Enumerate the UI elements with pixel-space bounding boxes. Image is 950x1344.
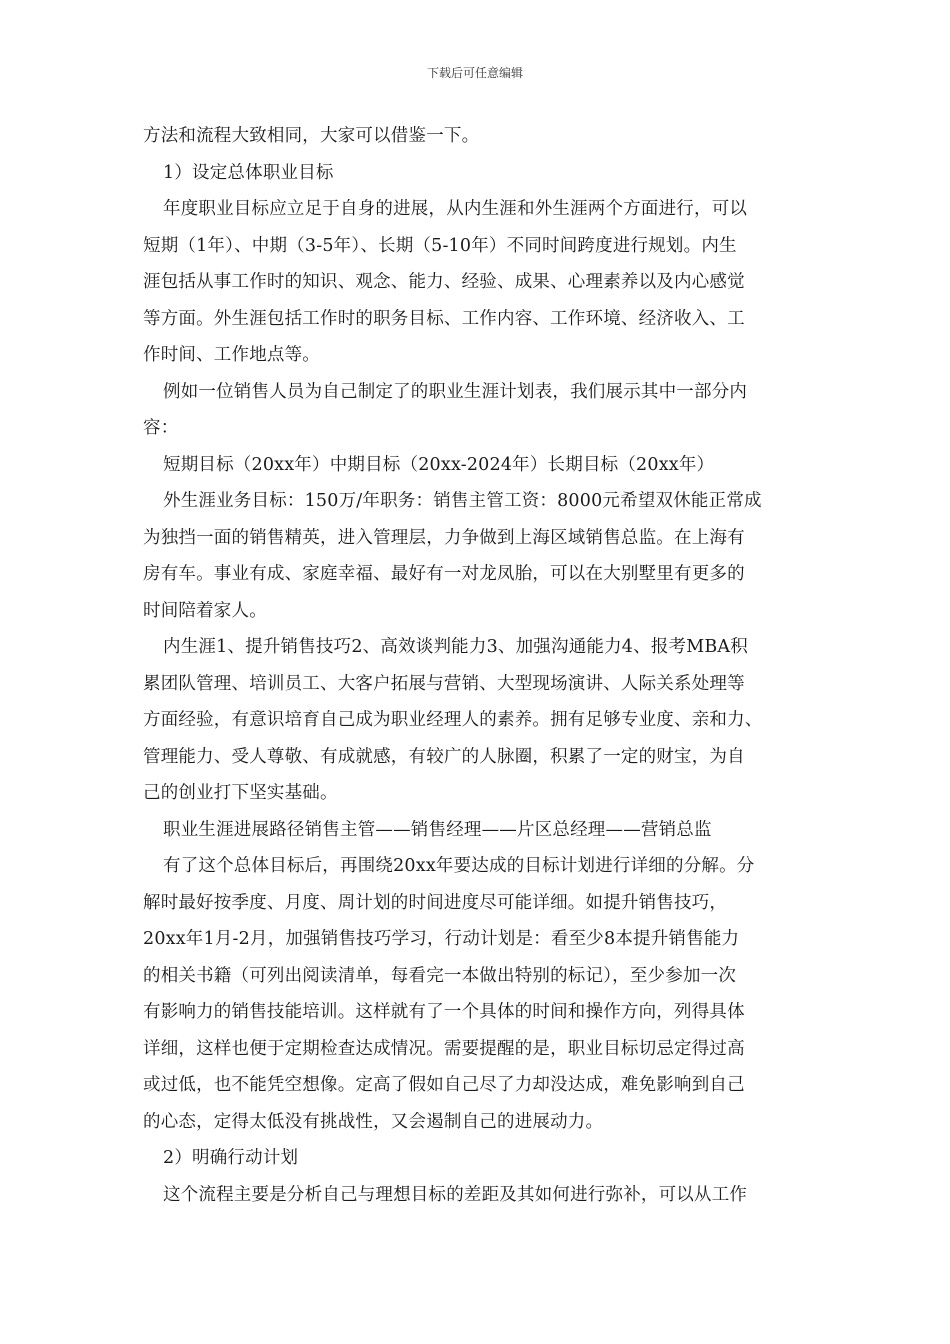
text-line: 己的创业打下坚实基础。: [143, 783, 338, 803]
text-line: 有了这个总体目标后，再围绕20xx年要达成的目标计划进行详细的分解。分: [163, 856, 755, 876]
text-line: 短期（1年）、中期（3-5年）、长期（5-10年）不同时间跨度进行规划。内生: [143, 235, 737, 256]
text-line: 时间陪着家人。: [143, 600, 267, 621]
text-line: 涯包括从事工作时的知识、观念、能力、经验、成果、心理素养以及内心感觉: [143, 272, 745, 292]
text-line: 年度职业目标应立足于自身的进展，从内生涯和外生涯两个方面进行，可以: [163, 199, 748, 219]
text-line: 或过低，也不能凭空想像。定高了假如自己尽了力却没达成，难免影响到自己: [143, 1075, 745, 1095]
document-body: [143, 118, 811, 1213]
text-line: 2）明确行动计划: [163, 1148, 299, 1168]
text-line: 详细，这样也便于定期检查达成情况。需要提醒的是，职业目标切忌定得过高: [143, 1038, 745, 1059]
text-line: 的心态，定得太低没有挑战性，又会遏制自己的进展动力。: [143, 1111, 604, 1132]
text-line: 管理能力、受人尊敬、有成就感，有较广的人脉圈，积累了一定的财宝，为自: [143, 746, 745, 767]
text-line: 方法和流程大致相同，大家可以借鉴一下。: [143, 126, 480, 146]
page-header: 下载后可任意编辑: [426, 66, 523, 80]
text-line: 房有车。事业有成、家庭幸福、最好有一对龙凤胎，可以在大别墅里有更多的: [143, 564, 745, 584]
text-line: 外生涯业务目标：150万/年职务：销售主管工资：8000元希望双休能正常成: [163, 491, 762, 511]
text-line: 容：: [143, 418, 179, 438]
text-line: 职业生涯进展路径销售主管——销售经理——片区总经理——营销总监: [163, 819, 712, 840]
text-line: 短期目标（20xx年）中期目标（20xx-2024年）长期目标（20xx年）: [163, 454, 715, 475]
text-line: 20xx年1月-2月，加强销售技巧学习，行动计划是：看至少8本提升销售能力: [143, 929, 740, 949]
text-line: 1）设定总体职业目标: [163, 162, 334, 183]
text-line: 方面经验，有意识培育自己成为职业经理人的素养。拥有足够专业度、亲和力、: [143, 710, 763, 730]
text-line: 等方面。外生涯包括工作时的职务目标、工作内容、工作环境、经济收入、工: [143, 308, 745, 329]
text-line: 解时最好按季度、月度、周计划的时间进度尽可能详细。如提升销售技巧，: [143, 892, 728, 913]
text-line: 例如一位销售人员为自己制定了的职业生涯计划表，我们展示其中一部分内: [163, 381, 748, 402]
text-line: 内生涯1、提升销售技巧2、高效谈判能力3、加强沟通能力4、报考MBA积: [163, 637, 748, 657]
text-line: 的相关书籍（可列出阅读清单，每看完一本做出特别的标记），至少参加一次: [143, 965, 737, 986]
text-line: 作时间、工作地点等。: [143, 345, 320, 365]
text-line: 这个流程主要是分析自己与理想目标的差距及其如何进行弥补，可以从工作: [163, 1184, 748, 1205]
text-line: 为独挡一面的销售精英，进入管理层，力争做到上海区域销售总监。在上海有: [143, 527, 745, 548]
text-line: 累团队管理、培训员工、大客户拓展与营销、大型现场演讲、人际关系处理等: [143, 673, 745, 694]
text-line: 有影响力的销售技能培训。这样就有了一个具体的时间和操作方向，列得具体: [143, 1002, 745, 1022]
